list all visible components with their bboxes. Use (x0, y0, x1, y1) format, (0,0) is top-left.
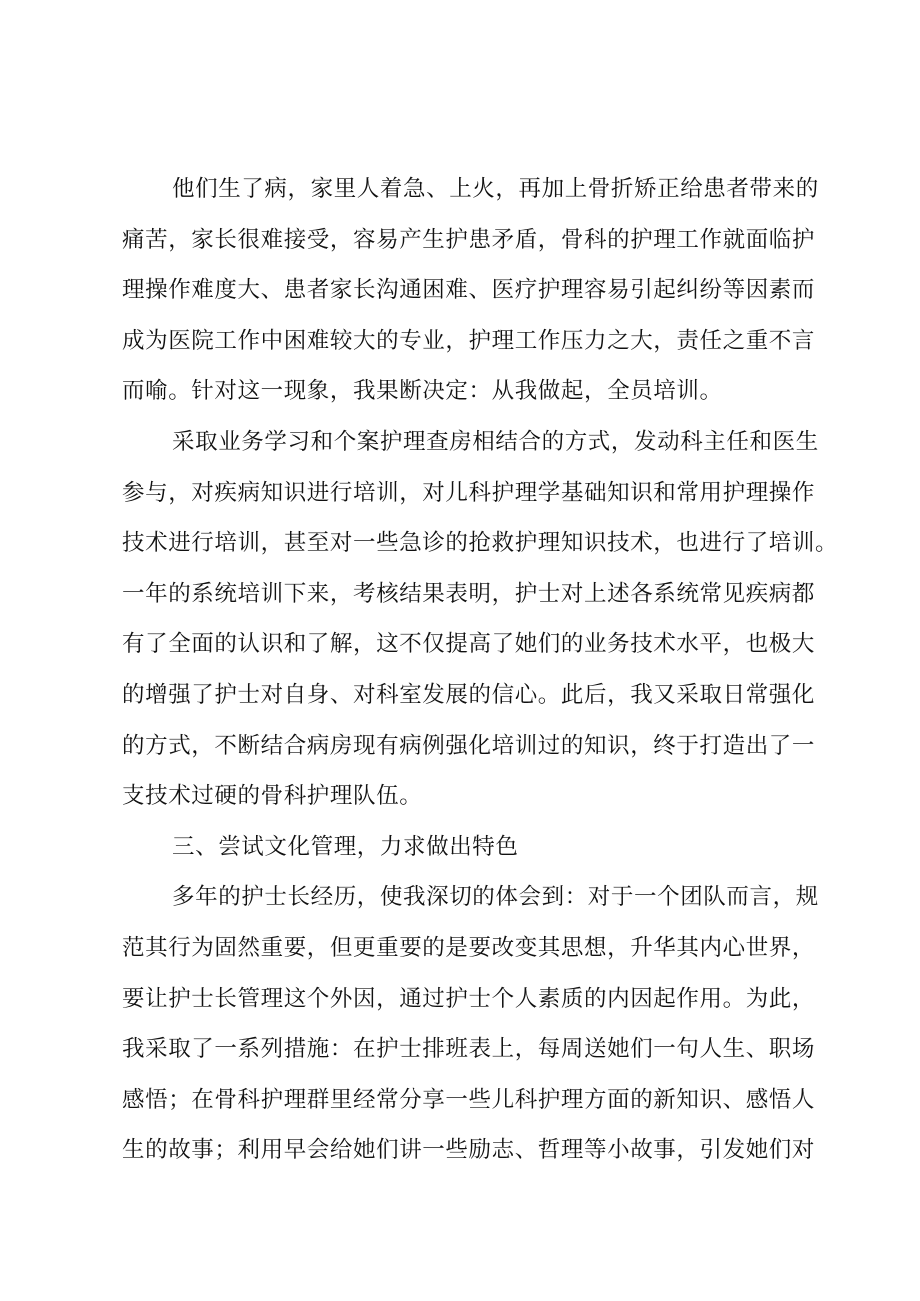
text-line: 我采取了一系列措施：在护士排班表上，每周送她们一句人生、职场 (122, 1036, 816, 1063)
text-line: 支技术过硬的骨科护理队伍。 (122, 783, 423, 810)
text-line: 采取业务学习和个案护理查房相结合的方式，发动科主任和医生 (172, 428, 819, 455)
text-line: 他们生了病，家里人着急、上火，再加上骨折矫正给患者带来的 (172, 176, 819, 202)
text-line: 要让护士长管理这个外因，通过护士个人素质的内因起作用。为此， (122, 985, 816, 1012)
text-line: 的增强了护士对自身、对科室发展的信心。此后，我又采取日常强化 (122, 681, 816, 708)
text-line: 多年的护士长经历，使我深切的体会到：对于一个团队而言，规 (172, 884, 819, 911)
text-line: 理操作难度大、患者家长沟通困难、医疗护理容易引起纠纷等因素而 (122, 277, 816, 304)
text-line: 有了全面的认识和了解，这不仅提高了她们的业务技术水平，也极大 (122, 631, 816, 658)
text-line: 的方式，不断结合病房现有病例强化培训过的知识，终于打造出了一 (122, 732, 816, 759)
text-line: 参与，对疾病知识进行培训，对儿科护理学基础知识和常用护理操作 (122, 479, 816, 506)
text-line: 生的故事；利用早会给她们讲一些励志、哲理等小故事，引发她们对 (122, 1137, 816, 1164)
body-text (122, 164, 839, 1176)
text-line: 一年的系统培训下来，考核结果表明，护士对上述各系统常见疾病都 (122, 580, 816, 607)
text-line: 范其行为固然重要，但更重要的是要改变其思想，升华其内心世界， (122, 934, 816, 961)
text-line: 成为医院工作中困难较大的专业，护理工作压力之大，责任之重不言 (122, 327, 816, 354)
section-heading: 三、尝试文化管理，力求做出特色 (172, 833, 519, 860)
text-line: 痛苦，家长很难接受，容易产生护患矛盾，骨科的护理工作就面临护 (122, 226, 816, 253)
text-line: 技术进行培训，甚至对一些急诊的抢救护理知识技术，也进行了培训。 (122, 530, 839, 557)
text-line: 感悟；在骨科护理群里经常分享一些儿科护理方面的新知识、感悟人 (122, 1086, 816, 1113)
text-line: 而喻。针对这一现象，我果断决定：从我做起，全员培训。 (122, 378, 723, 405)
